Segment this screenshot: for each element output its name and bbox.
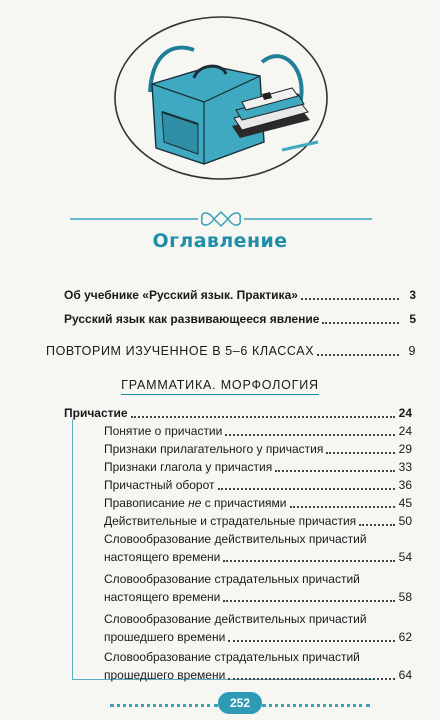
toc-entry-text: Причастие (64, 406, 128, 420)
leader-dots (359, 524, 395, 526)
toc-entry-text: ПОВТОРИМ ИЗУЧЕННОЕ В 5–6 КЛАССАХ (46, 344, 315, 358)
leader-dots (301, 298, 399, 300)
leader-dots (223, 560, 395, 562)
toc-entry-text: Русский язык как развивающееся явление (64, 312, 320, 326)
toc-entry-text: прошедшего времени (104, 630, 226, 644)
toc-entry-text: Словообразование страдательных причастий (104, 650, 360, 664)
toc-entry-text: Об учебнике «Русский язык. Практика» (64, 288, 298, 302)
leader-dots (290, 506, 395, 508)
section-heading (0, 378, 440, 392)
toc-entry-page: 24 (398, 406, 412, 420)
footer-dots (262, 704, 370, 707)
toc-entry-page: 36 (398, 478, 412, 492)
toc-entry-page: 33 (398, 460, 412, 474)
toc-entry[interactable] (104, 590, 412, 605)
section-heading-text: ГРАММАТИКА. МОРФОЛОГИЯ (121, 378, 319, 395)
toc-entry-text-italic: не (188, 496, 202, 510)
toc-entry-page: 54 (398, 550, 412, 564)
toc-entry-text: Словообразование страдательных причастий (104, 572, 360, 586)
toc-entry-text: Словообразование действительных причастий (104, 612, 367, 626)
leader-dots (228, 678, 395, 680)
toc-entry-text: Признаки глагола у причастия (104, 460, 273, 474)
toc-entry-text: Словообразование действительных причастий (104, 532, 367, 546)
leader-dots (275, 470, 395, 472)
toc-entry-line1[interactable] (104, 612, 412, 627)
decorative-divider-icon (70, 208, 372, 230)
toc-entry[interactable] (104, 424, 412, 439)
toc-entry-text: настоящего времени (104, 590, 221, 604)
toc-entry-text-pre: Правописание (104, 496, 189, 510)
leader-dots (218, 488, 395, 490)
toc-entry[interactable] (104, 442, 412, 457)
leader-dots (223, 600, 395, 602)
toc-entry[interactable] (104, 478, 412, 493)
toc-entry-page: 24 (398, 424, 412, 438)
toc-entry-page: 50 (398, 514, 412, 528)
toc-entry-text (104, 496, 287, 511)
toc-entry-page: 9 (408, 344, 416, 358)
leader-dots (228, 640, 395, 642)
leader-dots (225, 434, 395, 436)
toc-entry-page: 58 (398, 590, 412, 604)
toc-entry-page: 45 (398, 496, 412, 510)
toc-entry[interactable] (64, 288, 416, 303)
school-bag-and-books-icon (112, 14, 330, 182)
toc-entry-page: 3 (409, 288, 416, 302)
toc-entry-text: Признаки прилагательного у причастия (104, 442, 324, 456)
leader-dots (322, 322, 399, 324)
toc-entry-page: 5 (409, 312, 416, 326)
page-number: 252 (218, 692, 262, 714)
leader-dots (317, 354, 399, 356)
toc-title: Оглавление (152, 230, 288, 252)
toc-entry[interactable] (104, 460, 412, 475)
toc-entry-line1[interactable] (104, 572, 412, 587)
toc-entry[interactable] (104, 630, 412, 645)
toc-entry-line1[interactable] (104, 532, 412, 547)
toc-entry-text: Понятие о причастии (104, 424, 223, 438)
leader-dots (131, 416, 395, 418)
toc-entry[interactable] (104, 550, 412, 565)
toc-entry-text-post: с причастиями (201, 496, 287, 510)
toc-entry[interactable] (104, 514, 412, 529)
footer-dots (110, 704, 218, 707)
toc-entry-page: 62 (398, 630, 412, 644)
toc-entry[interactable] (104, 668, 412, 683)
toc-entry-text: прошедшего времени (104, 668, 226, 682)
toc-entry-text: настоящего времени (104, 550, 221, 564)
leader-dots (326, 452, 395, 454)
toc-entry-review[interactable] (46, 344, 416, 359)
toc-entry-text: Причастный оборот (104, 478, 215, 492)
toc-entry-text: Действительные и страдательные причастия (104, 514, 357, 528)
toc-entry[interactable] (64, 312, 416, 327)
toc-entry[interactable] (104, 496, 412, 511)
toc-entry-page: 64 (398, 668, 412, 682)
toc-entry-page: 29 (398, 442, 412, 456)
toc-entry-line1[interactable] (104, 650, 412, 665)
